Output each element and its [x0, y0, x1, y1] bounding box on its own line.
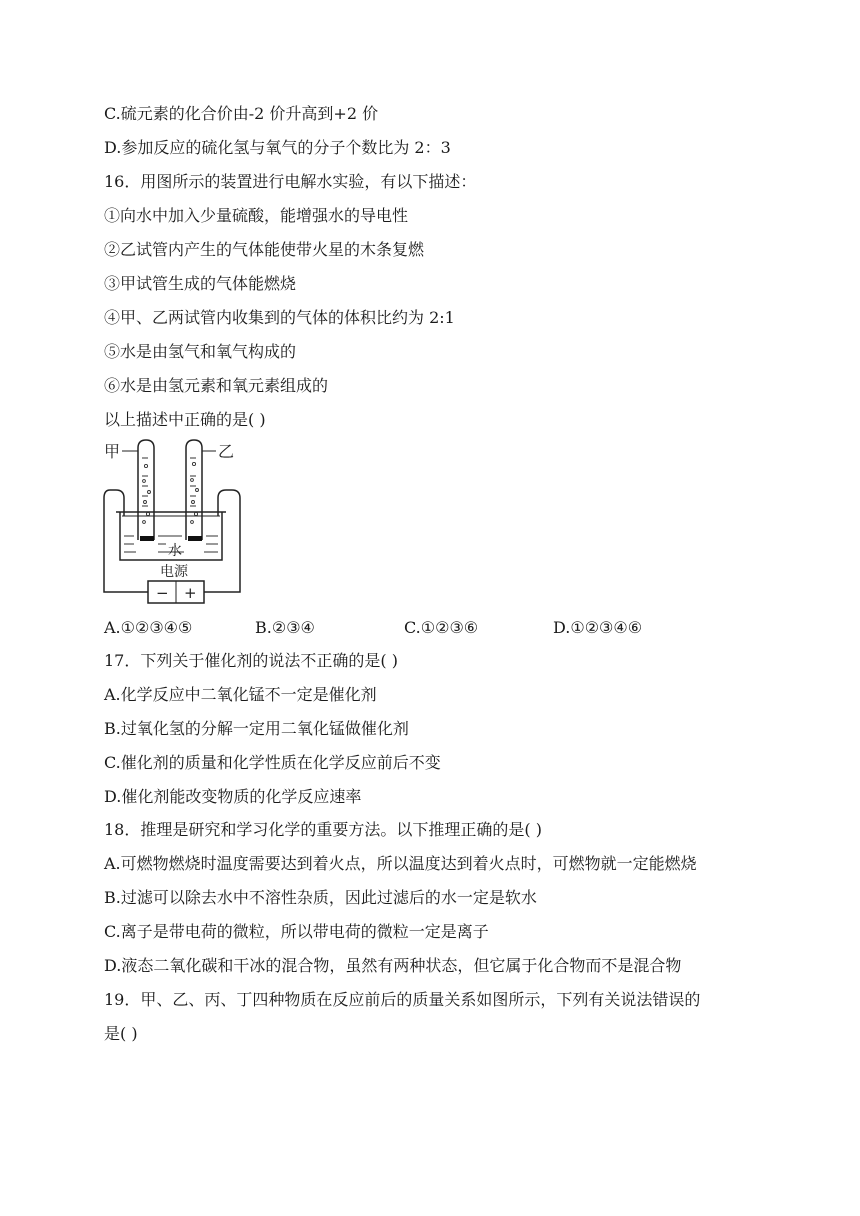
q17-option-a: A.化学反应中二氧化锰不一定是催化剂 [104, 685, 377, 704]
q17-option-b: B.过氧化氢的分解一定用二氧化锰做催化剂 [104, 719, 409, 738]
plus-sign: + [184, 584, 197, 602]
q18-option-a: A.可燃物燃烧时温度需要达到着火点，所以温度达到着火点时，可燃物就一定能燃烧 [104, 854, 697, 873]
q16-stem: 16．用图所示的装置进行电解水实验，有以下描述： [104, 172, 477, 191]
q17-option-d: D.催化剂能改变物质的化学反应速率 [104, 787, 362, 806]
minus-sign: − [156, 584, 169, 602]
q16-option-c: C.①②③⑥ [404, 618, 479, 637]
q16-option-b: B.②③④ [255, 618, 315, 637]
label-water: 水 [168, 543, 182, 559]
q16-statement-1: ①向水中加入少量硫酸，能增强水的导电性 [104, 206, 409, 225]
q15-option-c: C.硫元素的化合价由-2 价升高到+2 价 [104, 104, 379, 123]
q16-statement-2: ②乙试管内产生的气体能使带火星的木条复燃 [104, 240, 425, 259]
q19-stem-continued: 是( ) [104, 1024, 138, 1043]
q17-option-c: C.催化剂的质量和化学性质在化学反应前后不变 [104, 753, 441, 772]
label-yi: 乙 [218, 442, 235, 461]
q15-option-d: D.参加反应的硫化氢与氧气的分子个数比为 2：3 [104, 138, 451, 157]
q18-stem: 18．推理是研究和学习化学的重要方法。以下推理正确的是( ) [104, 820, 542, 839]
q16-statement-4: ④甲、乙两试管内收集到的气体的体积比约为 2:1 [104, 308, 455, 327]
q16-question: 以上描述中正确的是( ) [104, 410, 266, 429]
label-power: 电源 [160, 564, 188, 580]
q16-statement-6: ⑥水是由氢元素和氧元素组成的 [104, 376, 329, 395]
q16-statement-3: ③甲试管生成的气体能燃烧 [104, 274, 297, 293]
electrolysis-apparatus-figure [100, 436, 250, 608]
q18-option-d: D.液态二氧化碳和干冰的混合物，虽然有两种状态，但它属于化合物而不是混合物 [104, 956, 682, 975]
label-jia: 甲 [104, 442, 121, 461]
q19-stem: 19．甲、乙、丙、丁四种物质在反应前后的质量关系如图所示，下列有关说法错误的 [104, 990, 701, 1009]
q16-statement-5: ⑤水是由氢气和氧气构成的 [104, 342, 297, 361]
q17-stem: 17．下列关于催化剂的说法不正确的是( ) [104, 651, 398, 670]
q16-option-a: A.①②③④⑤ [104, 618, 193, 637]
q18-option-b: B.过滤可以除去水中不溶性杂质，因此过滤后的水一定是软水 [104, 888, 537, 907]
q18-option-c: C.离子是带电荷的微粒，所以带电荷的微粒一定是离子 [104, 922, 489, 941]
q16-option-d: D.①②③④⑥ [553, 618, 643, 637]
